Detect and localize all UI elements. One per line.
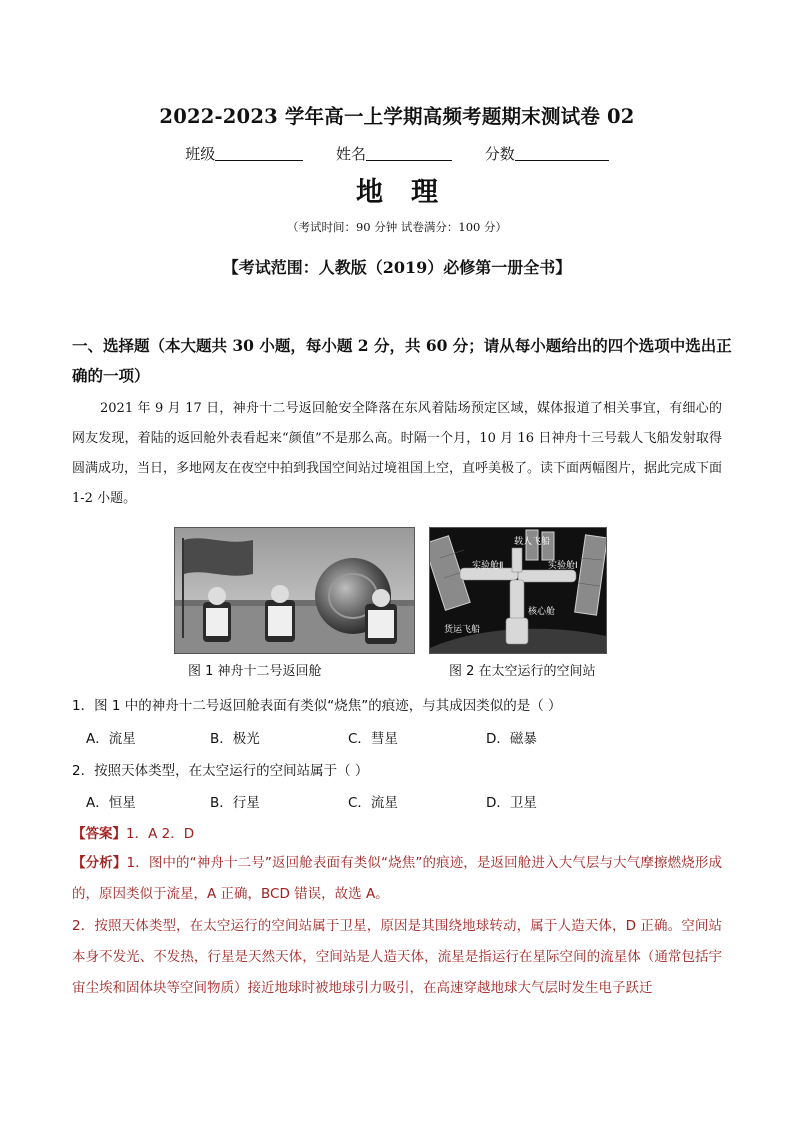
q2-option-b[interactable]: B．行星: [210, 795, 260, 811]
q1-option-c[interactable]: C．彗星: [348, 731, 398, 747]
label-cargo: 货运飞船: [444, 625, 481, 635]
space-station-photo: [430, 528, 606, 653]
score-label: 分数: [484, 145, 515, 163]
name-field[interactable]: [366, 146, 452, 161]
answer-line: [72, 822, 194, 842]
label-crew: 载人飞船: [514, 537, 551, 547]
question-1-stem: 1．图 1 中的神舟十二号返回舱表面有类似“烧焦”的痕迹，与其成因类似的是（ ）: [72, 698, 562, 714]
q1-option-b[interactable]: B．极光: [210, 731, 260, 747]
subject-title: 地理: [356, 177, 466, 208]
score-field[interactable]: [515, 146, 609, 161]
figure-2-image: [429, 527, 607, 654]
exam-title: 2022-2023 学年高一上学期高频考题期末测试卷 02: [159, 105, 635, 128]
name-label: 姓名: [335, 145, 366, 163]
answer-label: 【答案】: [72, 826, 126, 842]
q2-option-d[interactable]: D．卫星: [486, 795, 537, 811]
analysis-label: 【分析】: [72, 855, 127, 871]
student-info-row: [0, 143, 794, 164]
figure-2-caption: 图 2 在太空运行的空间站: [449, 664, 596, 679]
q1-option-d[interactable]: D．磁暴: [486, 731, 537, 747]
figure-1-caption: 图 1 神舟十二号返回舱: [188, 664, 322, 679]
label-core: 核心舱: [528, 607, 556, 617]
class-field[interactable]: [215, 146, 303, 161]
analysis-paragraph-2: 2．按照天体类型，在太空运行的空间站属于卫星，原因是其围绕地球转动，属于人造天体，D 正确。空间站本身不发光、不发热，行星是天然天体，空间站是人造天体，流星是指运行在星际空间的流星体（通常包括宇宙尘埃和固体块等空间物质）接近地球时被地球引力吸引，在高速穿越地球大气层时发生电子跃迁: [72, 918, 722, 996]
exam-info: （考试时间：90 分钟 试卷满分：100 分）: [286, 220, 508, 234]
analysis-paragraph-1: [72, 848, 722, 910]
figure-1-image: [174, 527, 415, 654]
analysis-text-1: 1．图中的“神舟十二号”返回舱表面有类似“烧焦”的痕迹，是返回舱进入大气层与大气摩擦燃烧形成的，原因类似于流星，A 正确，BCD 错误，故选 A。: [72, 855, 722, 902]
capsule-landing-photo: [175, 528, 414, 653]
exam-scope: 【考试范围：人教版（2019）必修第一册全书】: [222, 258, 572, 277]
label-lab1: 实验舱Ⅰ: [548, 561, 578, 571]
label-lab2: 实验舱Ⅱ: [472, 561, 504, 571]
q2-option-a[interactable]: A．恒星: [86, 795, 136, 811]
question-2-stem: 2．按照天体类型，在太空运行的空间站属于（ ）: [72, 763, 369, 779]
answer-text: 1．A 2．D: [126, 826, 195, 842]
class-label: 班级: [185, 145, 216, 163]
section-heading: 一、选择题（本大题共 30 小题，每小题 2 分，共 60 分；请从每小题给出的四个选项中选出正确的一项）: [72, 336, 732, 385]
intro-paragraph: 2021 年 9 月 17 日，神舟十二号返回舱安全降落在东风着陆场预定区域，媒体报道了相关事宜，有细心的网友发现，着陆的返回舱外表看起来“颜值”不是那么高。时隔一个月，10 月 16 日神舟十三号载人飞船发射取得圆满成功，当日，多地网友在夜空中拍到我国空间站过境祖国上空，直呼美极了。读下面两幅图片，据此完成下面 1-2 小题。: [72, 401, 723, 506]
q2-option-c[interactable]: C．流星: [348, 795, 398, 811]
q1-option-a[interactable]: A．流星: [86, 731, 136, 747]
